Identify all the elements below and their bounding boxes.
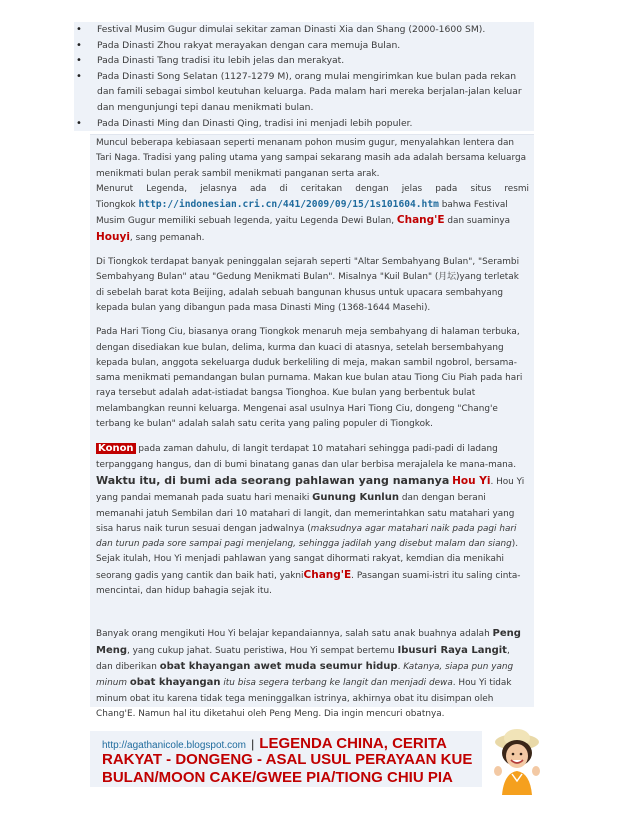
blog-link[interactable]: http://agathanicole.blogspot.com <box>102 740 246 751</box>
paragraph-historical-sites: Di Tiongkok terdapat banyak peninggalan sejarah seperti "Altar Sembahyang Bulan", "Serambi Sembahyang Bulan" atau "Gedung Menikmati Bulan". Misalnya "Kuil Bulan" (月坛)yang terletak di sebelah barat kota Beijing, adalah sebuah bangunan khusus untuk upacara sembahyang kepada bulan yang dibangun pada masa Dinasti Ming (1368-1644 Masehi). <box>96 257 520 313</box>
cri-source-link[interactable]: http://indonesian.cri.cn/441/2009/09/15/1s101604.htm <box>138 199 439 211</box>
paragraph-legend-source-line: Menurut Legenda, jelasnya ada di ceritakan dengan jelas pada situs resmi <box>96 183 529 194</box>
bullet-icon: • <box>76 70 82 82</box>
bullet-icon: • <box>76 55 82 67</box>
hou-yi-highlight: Hou Yi <box>452 474 491 487</box>
konon-highlight: Konon <box>98 443 134 455</box>
paragraph-peng-meng: Banyak orang mengikuti Hou Yi belajar kepandaiannya, salah satu anak buahnya adalah Peng Meng, yang cukup jahat. Suatu peristiwa, Hou Yi sempat bertemu Ibusuri Raya Langit, dan diberikan obat khayangan awet muda seumur hidup. Katanya, siapa pun yang minum obat khayangan itu bisa segera terbang ke langit dan menjadi dewa. Hou Yi tidak minum obat itu karena tidak tega meninggalkan istrinya, akhirnya obat itu disimpan oleh Chang'E. Namun hal itu diketahui oleh Peng Meng. Dia ingin mencuri obatnya. <box>96 628 521 719</box>
chang-e-highlight: Chang'E <box>303 568 352 581</box>
footer-title-line2: RAKYAT - DONGENG - ASAL USUL PERAYAAN KUE <box>102 751 473 768</box>
list-item: • Pada Dinasti Tang tradisi itu lebih jelas dan merakyat. <box>74 53 534 69</box>
footer-title-line1: LEGENDA CHINA, CERITA <box>259 735 447 752</box>
bullet-icon: • <box>76 24 82 35</box>
bullet-icon: • <box>76 117 82 129</box>
chang-e-highlight: Chang'E <box>396 214 445 227</box>
paragraph-tiong-ciu: Pada Hari Tiong Ciu, biasanya orang Tiongkok menaruh meja sembahyang di halaman terbuka, dengan disediakan kue bulan, delima, kurma dan kuaci di atasnya, setelah bersembahyang kepada bulan, anggota sekeluarga duduk berkeliling di meja, makan sambil ngobrol, bersama-sama menikmati pemandangan bulan purnama. Makan kue bulan atau Tiong Ciu Piah pada hari raya tersebut adalah adat-istiadat bangsa Tionghoa. Kue bulan yang berbentuk bulat melambangkan reunni keluarga. Mengenai asal usulnya Hari Tiong Ciu, dongeng "Chang'e terbang ke bulan" adalah salah satu cerita yang paling populer di Tiongkok. <box>96 327 523 430</box>
dynasty-bullet-list <box>74 22 534 131</box>
list-item: • Pada Dinasti Ming dan Dinasti Qing, tradisi ini menjadi lebih populer. <box>74 116 534 132</box>
footer-separator: | <box>251 737 255 751</box>
paragraph-legend-source: Tiongkok http://indonesian.cri.cn/441/2009/09/15/1s101604.htm bahwa Festival Musim Gugur memiliki sebuah legenda, yaitu Legenda Dewi Bulan, Chang'E dan suaminya Houyi, sang pemanah. <box>96 199 511 243</box>
list-item: • Pada Dinasti Song Selatan (1127-1279 M), orang mulai mengirimkan kue bulan pada rekan dan famili sebagai simbol keutuhan keluarga. Pada malam hari mereka berjalan-jalan keluar dan mengunjungi tepi danau menikmati bulan. <box>74 69 534 116</box>
paragraph-hou-yi-story: Konon pada zaman dahulu, di langit terdapat 10 matahari sehingga padi-padi di ladang terpanggang hangus, dan di bumi binatang ganas dan ular berbisa merajalela ke mana-mana. Waktu itu, di bumi ada seorang pahlawan yang namanya Hou Yi. Hou Yi yang pandai memanah pada suatu hari menaiki Gunung Kunlun dan dengan berani memanahi jatuh Sembilan dari 10 matahari di langit, dan memerintahkan satu matahari yang sisa harus naik turun sesuai dengan jadwalnya (maksudnya agar matahari naik pada pagi hari dan turun pada sore sampai pagi menjelang, sehingga jadilah yang disebut malam dan siang). Sejak itulah, Hou Yi menjadi pahlawan yang sangat dihormati rakyat, kemdian dia menikahi seorang gadis yang cantik dan baik hati, yakniChang'E. Pasangan suami-istri itu saling cinta-mencintai, dan hidup bahagia sejak itu. <box>96 443 525 597</box>
author-photo-illustration <box>490 727 544 795</box>
list-item: • Pada Dinasti Zhou rakyat merayakan dengan cara memuja Bulan. <box>74 38 534 54</box>
footer-title-line3: BULAN/MOON CAKE/GWEE PIA/TIONG CHIU PIA <box>102 769 453 786</box>
article-body <box>96 136 529 722</box>
paragraph-customs: Muncul beberapa kebiasaan seperti menanam pohon musim gugur, menyalahkan lentera dan Tari Naga. Tradisi yang paling utama yang sampai sekarang masih ada adalah bersama keluarga menikmati bulan perak sambil menikmati panganan serta arak. <box>96 138 527 179</box>
author-photo <box>490 727 544 795</box>
houyi-highlight: Houyi <box>96 230 130 243</box>
page-footer <box>90 731 482 787</box>
list-item: • Festival Musim Gugur dimulai sekitar zaman Dinasti Xia dan Shang (2000-1600 SM). <box>74 22 534 38</box>
bullet-icon: • <box>76 39 82 51</box>
